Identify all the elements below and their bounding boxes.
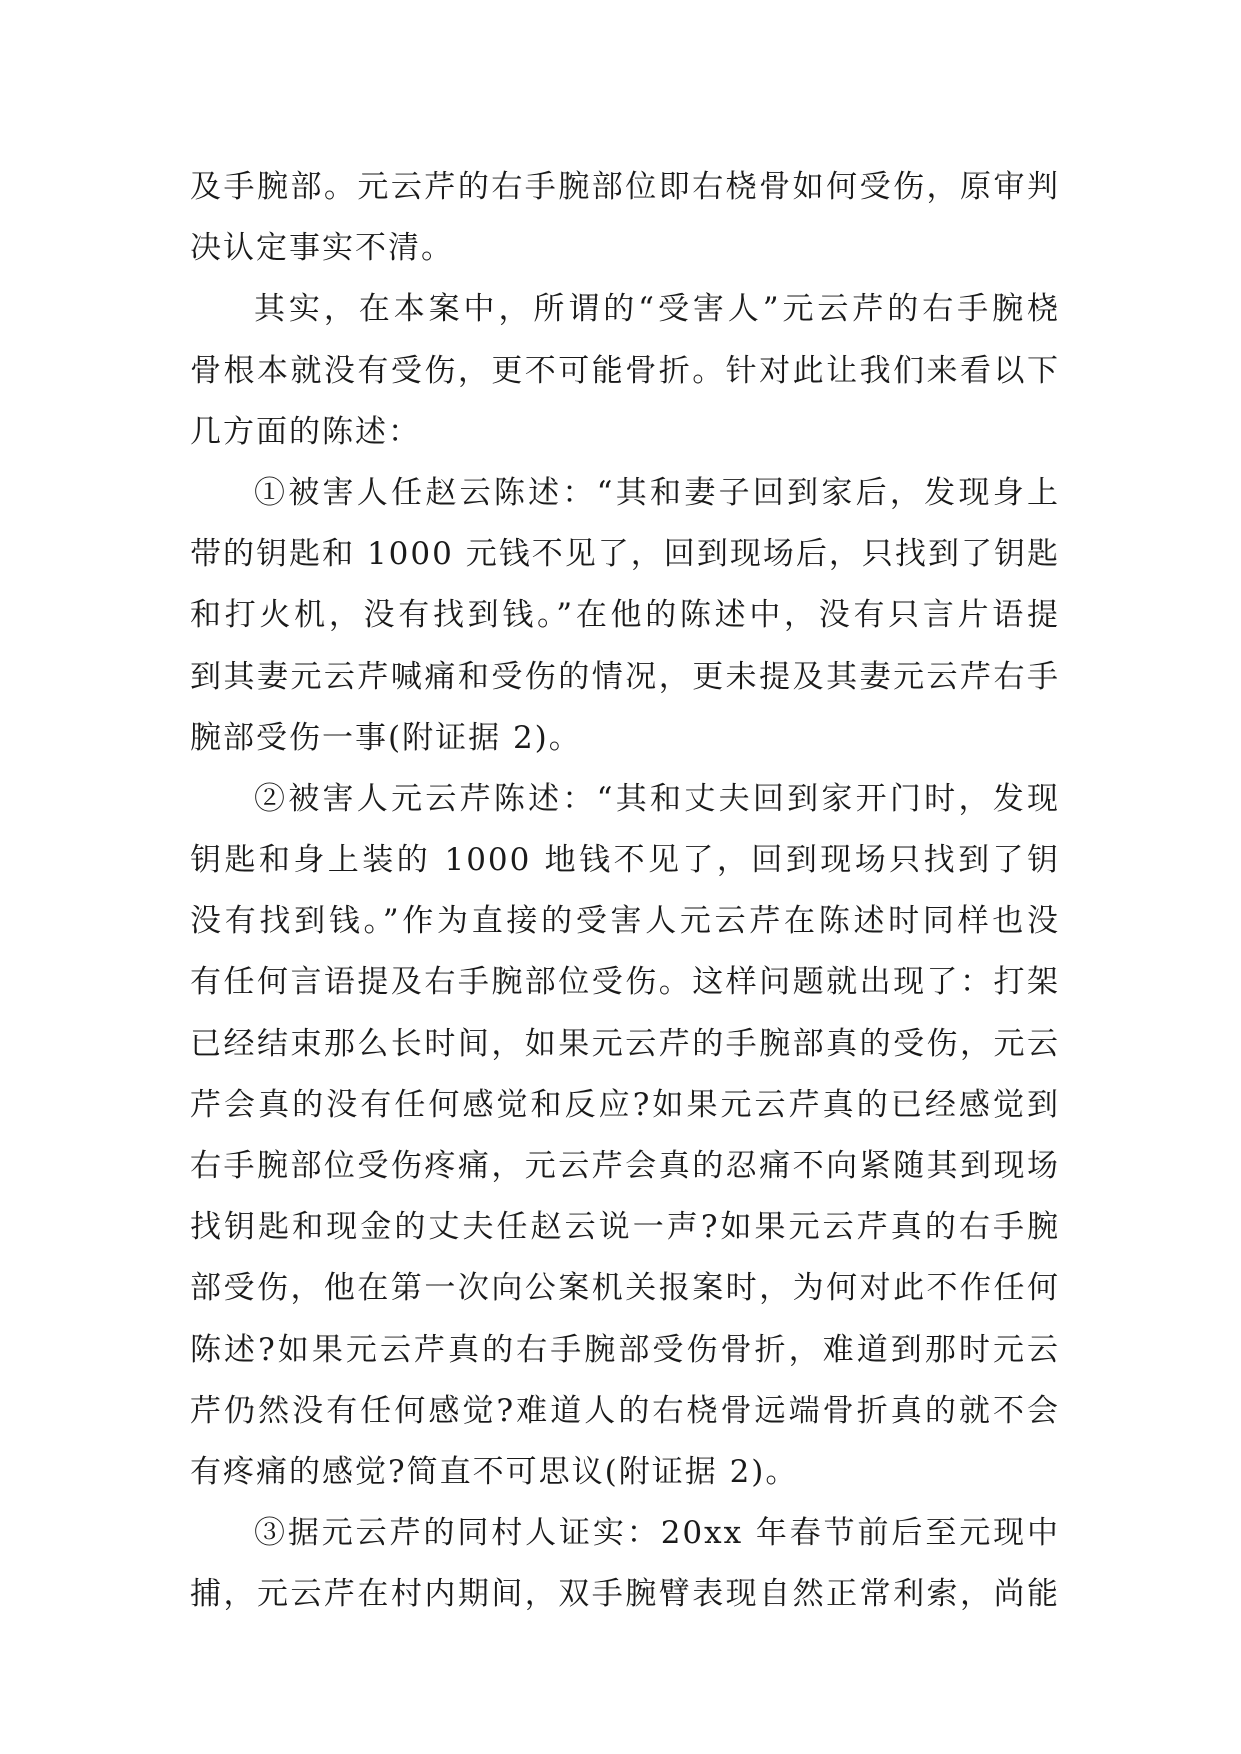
- text-line: 决认定事实不清。: [190, 230, 454, 267]
- text-line: 捕，元云芹在村内期间，双手腕臂表现自然正常利索，尚能: [190, 1576, 1060, 1613]
- text-line: 部受伤，他在第一次向公案机关报案时，为何对此不作任何: [190, 1270, 1060, 1307]
- text-line: 及手腕部。元云芹的右手腕部位即右桡骨如何受伤，原审判: [190, 169, 1060, 205]
- text-line: 找钥匙和现金的丈夫任赵云说一声?如果元云芹真的右手腕: [190, 1209, 1060, 1246]
- text-line: 芹会真的没有任何感觉和反应?如果元云芹真的已经感觉到: [190, 1086, 1060, 1123]
- text-line: 有疼痛的感觉?简直不可思议(附证据 2)。: [190, 1453, 799, 1490]
- text-line: 和打火机，没有找到钱。”在他的陈述中，没有只言片语提: [190, 597, 1060, 634]
- text-line: 已经结束那么长时间，如果元云芹的手腕部真的受伤，元云: [190, 1025, 1060, 1062]
- text-line: 有任何言语提及右手腕部位受伤。这样问题就出现了：打架: [190, 964, 1060, 1001]
- text-line: ②被害人元云芹陈述：“其和丈夫回到家开门时，发现: [254, 780, 1060, 817]
- text-line: 芹仍然没有任何感觉?难道人的右桡骨远端骨折真的就不会: [190, 1392, 1060, 1429]
- text-line: ③据元云芹的同村人证实：20xx 年春节前后至元现中: [254, 1515, 1060, 1552]
- document-body: [190, 157, 1060, 1626]
- text-line: 骨根本就没有受伤，更不可能骨折。针对此让我们来看以下: [190, 352, 1060, 389]
- text-line: 几方面的陈述：: [190, 413, 421, 450]
- text-line: ①被害人任赵云陈述：“其和妻子回到家后，发现身上: [254, 474, 1060, 511]
- text-line: 到其妻元云芹喊痛和受伤的情况，更未提及其妻元云芹右手: [190, 658, 1060, 695]
- text-line: 钥匙和身上装的 1000 地钱不见了，回到现场只找到了钥: [190, 842, 1060, 879]
- text-line: 陈述?如果元云芹真的右手腕部受伤骨折，难道到那时元云: [190, 1331, 1060, 1368]
- text-line: 右手腕部位受伤疼痛，元云芹会真的忍痛不向紧随其到现场: [190, 1148, 1060, 1184]
- text-line: 其实，在本案中，所谓的“受害人”元云芹的右手腕桡: [254, 291, 1060, 328]
- text-line: 没有找到钱。”作为直接的受害人元云芹在陈述时同样也没: [190, 903, 1060, 940]
- text-line: 腕部受伤一事(附证据 2)。: [190, 719, 582, 756]
- text-line: 带的钥匙和 1000 元钱不见了，回到现场后，只找到了钥匙: [190, 536, 1060, 573]
